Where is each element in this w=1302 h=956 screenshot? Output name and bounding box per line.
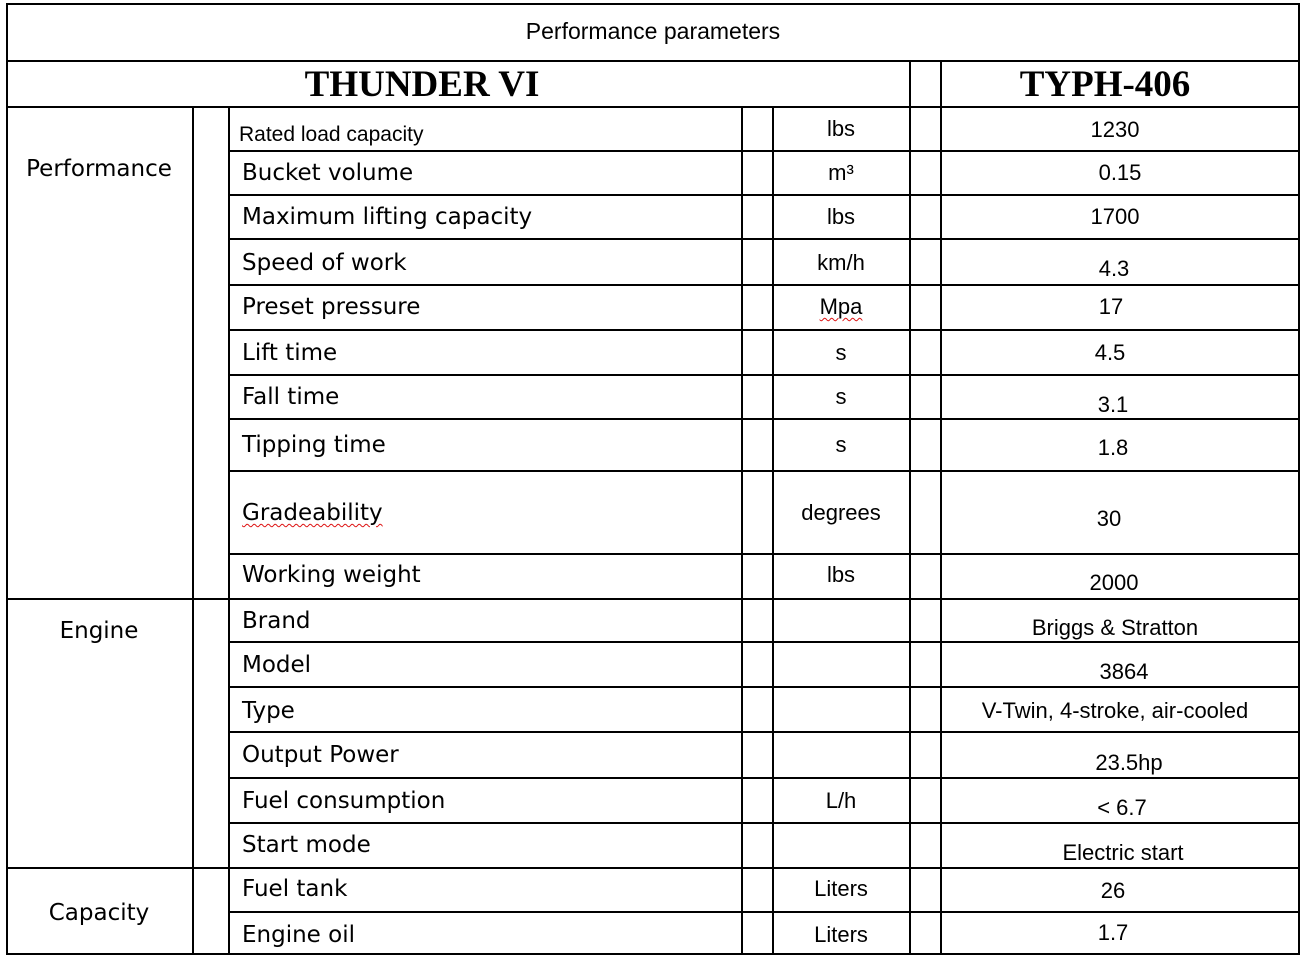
unit: L/h: [825, 788, 857, 813]
unit: s: [835, 432, 847, 457]
rule: [229, 150, 1300, 152]
value: 1.8: [1097, 435, 1129, 460]
value: 1.7: [1097, 920, 1129, 945]
param-name: Working weight: [242, 562, 421, 588]
rule: [6, 60, 1300, 62]
value: 3.1: [1097, 392, 1129, 417]
rule: [6, 953, 1300, 955]
unit: lbs: [826, 562, 856, 587]
rule: [772, 106, 774, 955]
param-name: Fuel tank: [242, 876, 348, 902]
rule: [909, 60, 911, 955]
unit: Liters: [814, 922, 868, 947]
unit: m³: [828, 160, 854, 185]
unit: lbs: [826, 204, 856, 229]
param-name: Start mode: [242, 832, 371, 858]
rule: [229, 194, 1300, 196]
unit: degrees: [801, 500, 881, 525]
rule: [229, 686, 1300, 688]
param-name: Fuel consumption: [242, 788, 446, 814]
value: Briggs & Stratton: [1031, 615, 1199, 640]
param-name: Tipping time: [242, 432, 386, 458]
model-right-heading: TYPH-406: [1019, 64, 1191, 105]
rule: [741, 106, 743, 955]
rule: [6, 106, 1300, 108]
value: 23.5hp: [1095, 750, 1163, 775]
param-name: Rated load capacity: [239, 123, 424, 146]
value: 2000: [1089, 570, 1139, 595]
value: 0.15: [1098, 160, 1142, 185]
rule: [229, 329, 1300, 331]
param-name: Preset pressure: [242, 294, 421, 320]
rule: [229, 284, 1300, 286]
value: Electric start: [1062, 840, 1184, 865]
rule: [1298, 3, 1300, 955]
value: 26: [1100, 878, 1126, 903]
param-name: Output Power: [242, 742, 399, 768]
param-name: Fall time: [242, 384, 340, 410]
rule: [229, 731, 1300, 733]
rule: [229, 911, 1300, 913]
table-title: Performance parameters: [525, 18, 781, 44]
rule: [192, 106, 194, 955]
rule: [229, 238, 1300, 240]
rule: [229, 822, 1300, 824]
model-left-heading: THUNDER VI: [304, 64, 540, 105]
value: 1700: [1090, 204, 1140, 229]
rule: [940, 60, 942, 955]
rule: [6, 598, 1300, 600]
value: V-Twin, 4-stroke, air-cooled: [981, 698, 1249, 723]
unit: s: [835, 384, 847, 409]
rule: [229, 641, 1300, 643]
rule: [229, 418, 1300, 420]
group-label-capacity: Capacity: [48, 900, 150, 926]
value: 30: [1096, 506, 1122, 531]
value: < 6.7: [1097, 795, 1147, 820]
rule: [229, 470, 1300, 472]
param-name: Speed of work: [242, 250, 407, 276]
param-name: Engine oil: [242, 922, 355, 948]
param-name: Type: [242, 698, 295, 724]
value: 1230: [1090, 117, 1140, 142]
rule: [6, 3, 8, 955]
rule: [6, 3, 1300, 5]
param-name: Gradeability: [242, 500, 383, 526]
value: 17: [1098, 294, 1124, 319]
unit: lbs: [826, 116, 856, 141]
rule: [229, 777, 1300, 779]
value: 3864: [1099, 659, 1149, 684]
value: 4.3: [1098, 256, 1130, 281]
unit: s: [835, 340, 847, 365]
rule: [229, 553, 1300, 555]
unit: Liters: [814, 876, 868, 901]
rule: [228, 106, 230, 955]
value: 4.5: [1094, 340, 1126, 365]
group-label-performance: Performance: [26, 156, 172, 182]
param-name: Lift time: [242, 340, 338, 366]
unit: Mpa: [819, 294, 863, 319]
rule: [6, 867, 1300, 869]
param-name: Bucket volume: [242, 160, 414, 186]
group-label-engine: Engine: [59, 618, 139, 644]
unit: km/h: [817, 250, 865, 275]
param-name: Model: [242, 652, 312, 678]
param-name: Maximum lifting capacity: [242, 204, 533, 230]
param-name: Brand: [242, 608, 311, 634]
rule: [229, 374, 1300, 376]
